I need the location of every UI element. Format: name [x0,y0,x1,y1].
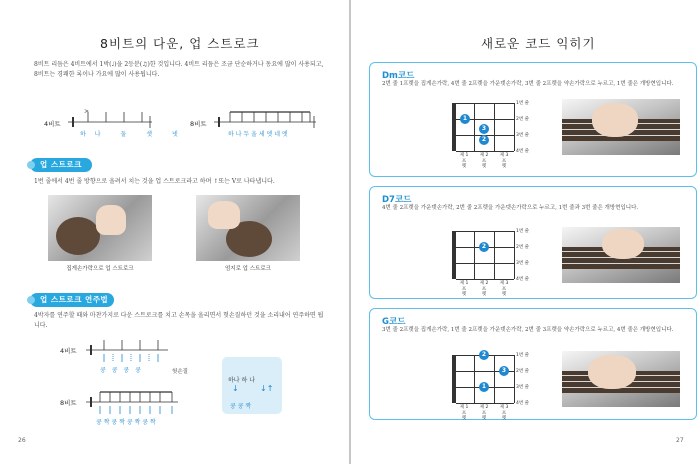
beat-syllables-8: 하 나 두 울 세 엣 네 엣 [228,131,288,138]
string-name: 3번 줄 [516,385,529,390]
fret-label: 제 2 프 렛 [479,281,489,297]
technique-text: 4박자를 연주할 때와 마찬가지로 다운 스트로크를 치고 손목을 올리면서 헛손질하던 것을 소리내어 연주하면 됩니다. [34,312,324,329]
beat-syllables-4 [80,129,187,138]
page-number: 26 [18,437,26,444]
chord-card-d7 [369,186,697,299]
finger-dot: 2 [479,242,489,252]
fret-label: 제 2 프 렛 [479,153,489,169]
chord-description: 3번 줄 2프렛을 집게손가락, 1번 줄 2프렛을 가운뎃손가락, 2번 줄 3프렛을 약손가락으로 누르고, 4번 줄은 개방현입니다. [382,327,674,333]
string-name: 1번 줄 [516,353,529,358]
strum-top-label: 하나 하 나 [228,377,255,384]
string-name: 1번 줄 [516,229,529,234]
chord-photo-dm [562,99,680,155]
rhythm-label-4beat: 4비트 [44,120,61,128]
chord-description: 2번 줄 1프렛을 집게손가락, 4번 줄 2프렛을 가운뎃손가락, 3번 줄 2프렛을 약손가락으로 누르고, 1번 줄은 개방현입니다. [382,81,674,87]
right-page [351,0,700,464]
photo-caption-thumb: 엄지로 업 스트로크 [224,266,271,272]
chord-photo-d7 [562,227,680,283]
upstroke-thumb-photo [196,195,300,261]
finger-dot: 2 [479,350,489,360]
chord-description: 4번 줄 2프렛을 가운뎃손가락, 2번 줄 2프렛을 가운뎃손가락으로 누르고, 1번 줄과 3번 줄은 개방현입니다. [382,205,639,211]
intro-text: 8비트 리듬은 4비트에서 1박(♩)을 2등분(♫)한 것입니다. 4비트 리듬은 조금 단순하거나 동요에 많이 사용되고, 8비트는 경쾌한 록이나 가요에 많이 사용됩니다. [34,61,324,78]
finger-dot: 1 [479,382,489,392]
chord-card-dm [369,62,697,177]
example-syllables-4: 쿵 쿵 쿵 쿵 [100,367,143,374]
page-title: 8비트의 다운, 업 스트로크 [100,36,260,51]
chord-diagram-g [448,351,538,435]
example-label-8beat: 8비트 [60,399,77,407]
arrow-down-up-icon: ↓↑ [260,384,274,393]
finger-dot: 1 [460,114,470,124]
strum-bottom-label: 쿵 쿵 짝 [230,403,252,410]
string-name: 4번 줄 [516,401,529,406]
string-name: 2번 줄 [516,369,529,374]
fret-label: 제 3 프 렛 [499,153,509,169]
chord-name: D7코드 [382,195,412,205]
string-name: 1번 줄 [516,101,529,106]
page-number: 27 [676,437,684,444]
strum-diagram [222,357,282,414]
chord-diagram-dm [448,103,538,183]
upstroke-index-photo [48,195,152,261]
left-page [0,0,349,464]
rhythm-label-8beat: 8비트 [190,120,207,128]
section-upstroke: 업 스트로크 [30,158,92,172]
chord-name: Dm코드 [382,71,415,81]
example-syllables-8: 쿵 짝 쿵 짝 쿵 짝 쿵 짝 [96,419,156,426]
ghost-stroke-note: 헛손질 [172,369,188,375]
string-name: 2번 줄 [516,245,529,250]
chord-card-g [369,308,697,420]
string-name: 4번 줄 [516,149,529,154]
chord-photo-g [562,351,680,407]
fret-label: 제 1 프 렛 [459,281,469,297]
section-upstroke-technique: 업 스트로크 연주법 [30,293,114,307]
string-name: 3번 줄 [516,133,529,138]
beat-2: 둘 [120,131,136,138]
beat-3: 셋 [146,131,162,138]
fret-label: 제 1 프 렛 [459,153,469,169]
fret-label: 제 3 프 렛 [499,405,509,421]
finger-dot: 2 [479,135,489,145]
string-name: 3번 줄 [516,261,529,266]
finger-dot: 3 [479,124,489,134]
svg-text:>: > [84,108,90,115]
page-title: 새로운 코드 익히기 [481,36,596,51]
beat-1: 하나 [80,131,110,138]
photo-caption-index: 집게손가락으로 업 스트로크 [66,266,134,272]
example-label-4beat: 4비트 [60,347,77,355]
fret-label: 제 3 프 렛 [499,281,509,297]
finger-dot: 3 [499,366,509,376]
string-name: 2번 줄 [516,117,529,122]
fret-label: 제 2 프 렛 [479,405,489,421]
chord-diagram-d7 [448,231,538,311]
beat-4: 넷 [171,131,187,138]
fret-label: 제 1 프 렛 [459,405,469,421]
arrow-down-icon: ↓ [232,384,239,393]
string-name: 4번 줄 [516,277,529,282]
upstroke-text: 1번 줄에서 4번 줄 방향으로 올려서 치는 것을 업 스트로크라고 하며 ↑또는 V로 나타냅니다. [34,178,275,185]
chord-name: G코드 [382,317,406,327]
